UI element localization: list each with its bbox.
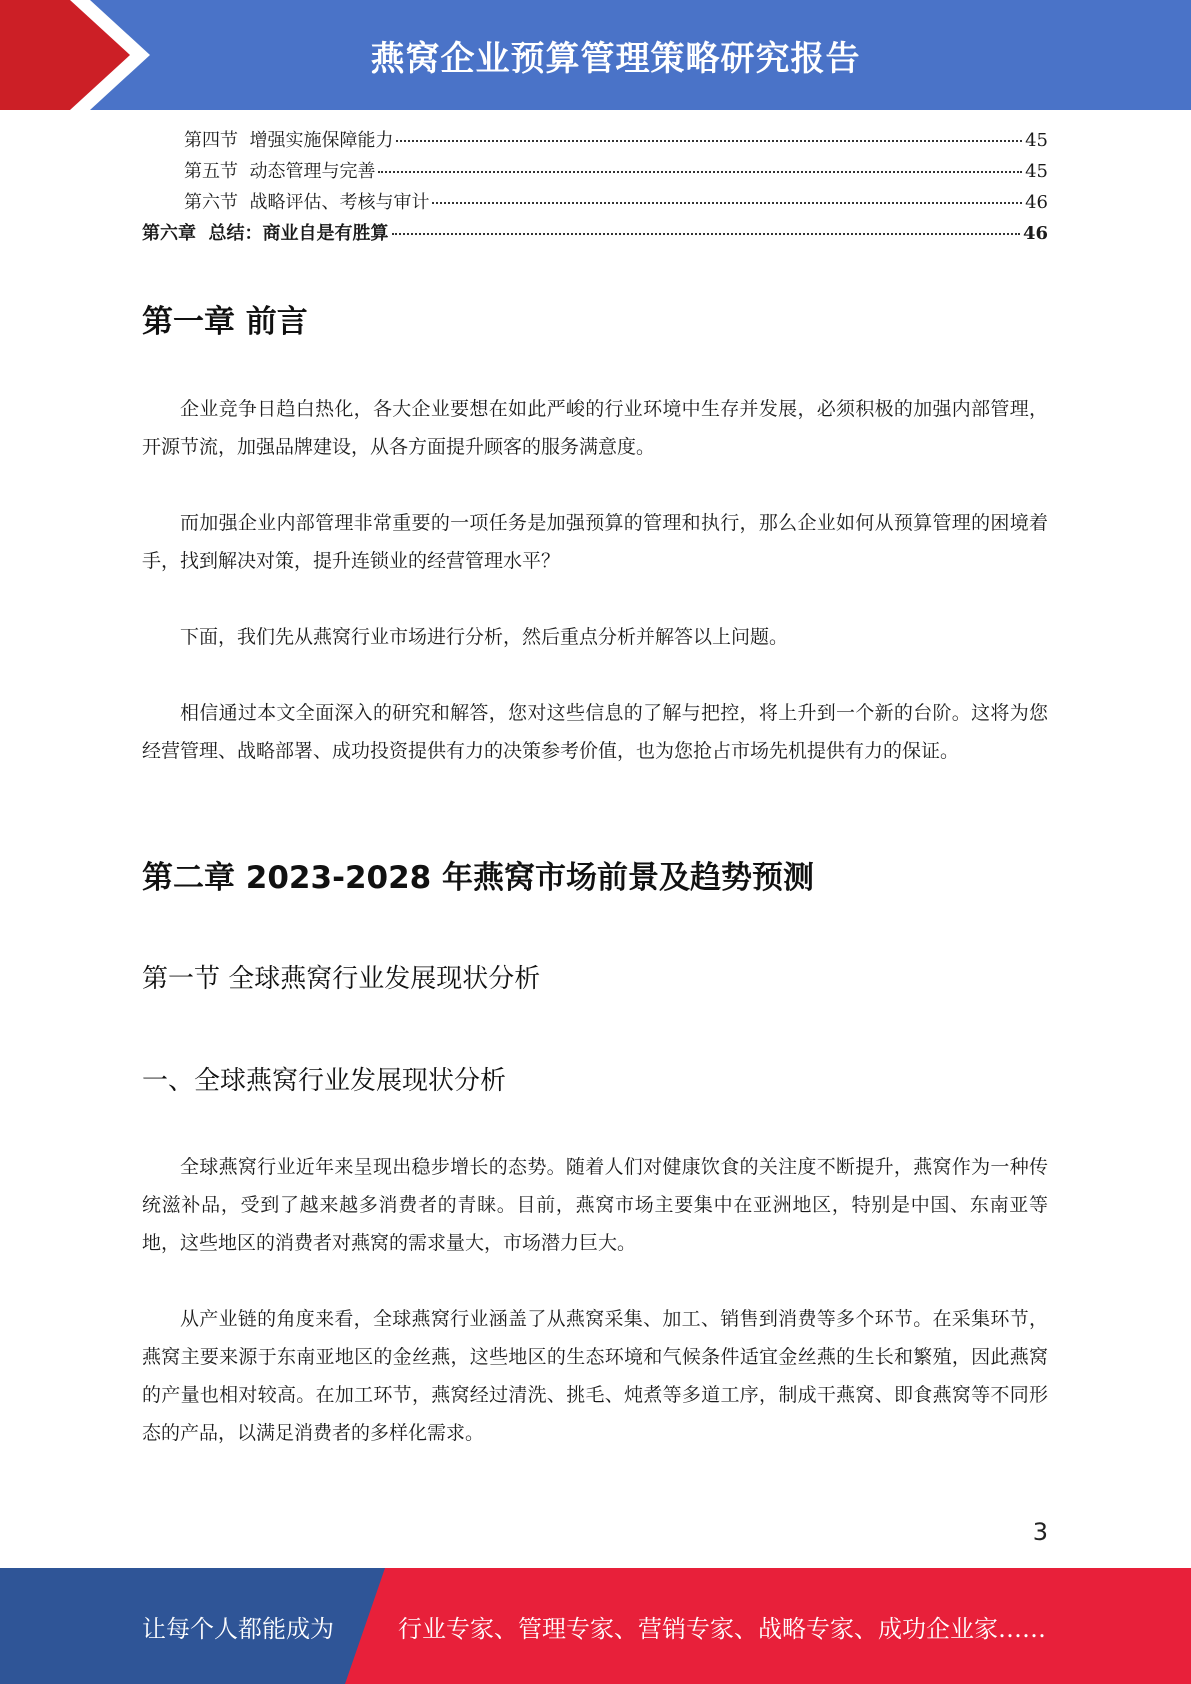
chapter-2-heading: 第二章 2023-2028 年燕窝市场前景及趋势预测 xyxy=(142,860,815,896)
chapter-1-paragraph-3: 下面，我们先从燕窝行业市场进行分析，然后重点分析并解答以上问题。 xyxy=(180,626,789,648)
section-heading: 第一节 全球燕窝行业发展现状分析 xyxy=(142,964,541,994)
page-number: 3 xyxy=(1032,1518,1048,1546)
toc-leader-dots xyxy=(378,171,1022,173)
toc-leader-dots xyxy=(392,233,1020,235)
chapter-2-paragraph-2: 从产业链的角度来看，全球燕窝行业涵盖了从燕窝采集、加工、销售到消费等多个环节。在采集环节，燕窝主要来源于东南亚地区的金丝燕，这些地区的生态环境和气候条件适宜金丝燕的生长和繁殖，因此燕窝的产量也相对较高。在加工环节，燕窝经过清洗、挑毛、炖煮等多道工序，制成干燕窝、即食燕窝等不同形态的产品，以满足消费者的多样化需求。 xyxy=(142,1308,1048,1444)
toc-leader-dots xyxy=(396,140,1022,142)
toc-entry-label: 第四节 增强实施保障能力 xyxy=(184,130,394,151)
toc-entry-label: 第六章 总结：商业自是有胜算 xyxy=(142,223,389,244)
toc-entry[interactable] xyxy=(142,219,1048,250)
chapter-1-heading: 第一章 前言 xyxy=(142,304,308,340)
toc-entry-page: 45 xyxy=(1025,161,1048,182)
toc-entry-page: 46 xyxy=(1025,192,1048,213)
toc-entry-page: 45 xyxy=(1025,130,1048,151)
subsection-heading: 一、全球燕窝行业发展现状分析 xyxy=(142,1066,507,1096)
footer-banner xyxy=(0,1568,1191,1684)
chapter-1-paragraph-1: 企业竞争日趋白热化，各大企业要想在如此严峻的行业环境中生存并发展，必须积极的加强内部管理，开源节流，加强品牌建设，从各方面提升顾客的服务满意度。 xyxy=(142,398,1048,458)
toc-leader-dots xyxy=(432,202,1022,204)
chapter-1-paragraph-2: 而加强企业内部管理非常重要的一项任务是加强预算的管理和执行，那么企业如何从预算管理的困境着手，找到解决对策，提升连锁业的经营管理水平？ xyxy=(142,512,1048,572)
toc-entry[interactable] xyxy=(142,126,1048,157)
footer-slogan-right: 行业专家、管理专家、营销专家、战略专家、成功企业家…… xyxy=(398,1614,1046,1643)
toc-entry-label: 第六节 战略评估、考核与审计 xyxy=(184,192,430,213)
chapter-1-paragraph-4: 相信通过本文全面深入的研究和解答，您对这些信息的了解与把控，将上升到一个新的台阶。这将为您经营管理、战略部署、成功投资提供有力的决策参考价值，也为您抢占市场先机提供有力的保证。 xyxy=(142,702,1048,762)
toc-entry[interactable] xyxy=(142,157,1048,188)
toc-entry[interactable] xyxy=(142,188,1048,219)
toc-entry-label: 第五节 动态管理与完善 xyxy=(184,161,376,182)
red-chevron-icon xyxy=(0,0,160,110)
table-of-contents xyxy=(142,126,1048,250)
header-banner xyxy=(0,0,1191,110)
report-title: 燕窝企业预算管理策略研究报告 xyxy=(370,38,861,79)
chapter-2-paragraph-1: 全球燕窝行业近年来呈现出稳步增长的态势。随着人们对健康饮食的关注度不断提升，燕窝作为一种传统滋补品，受到了越来越多消费者的青睐。目前，燕窝市场主要集中在亚洲地区，特别是中国、东南亚等地，这些地区的消费者对燕窝的需求量大，市场潜力巨大。 xyxy=(142,1156,1048,1254)
footer-slogan-left: 让每个人都能成为 xyxy=(142,1614,334,1643)
toc-entry-page: 46 xyxy=(1022,223,1048,244)
